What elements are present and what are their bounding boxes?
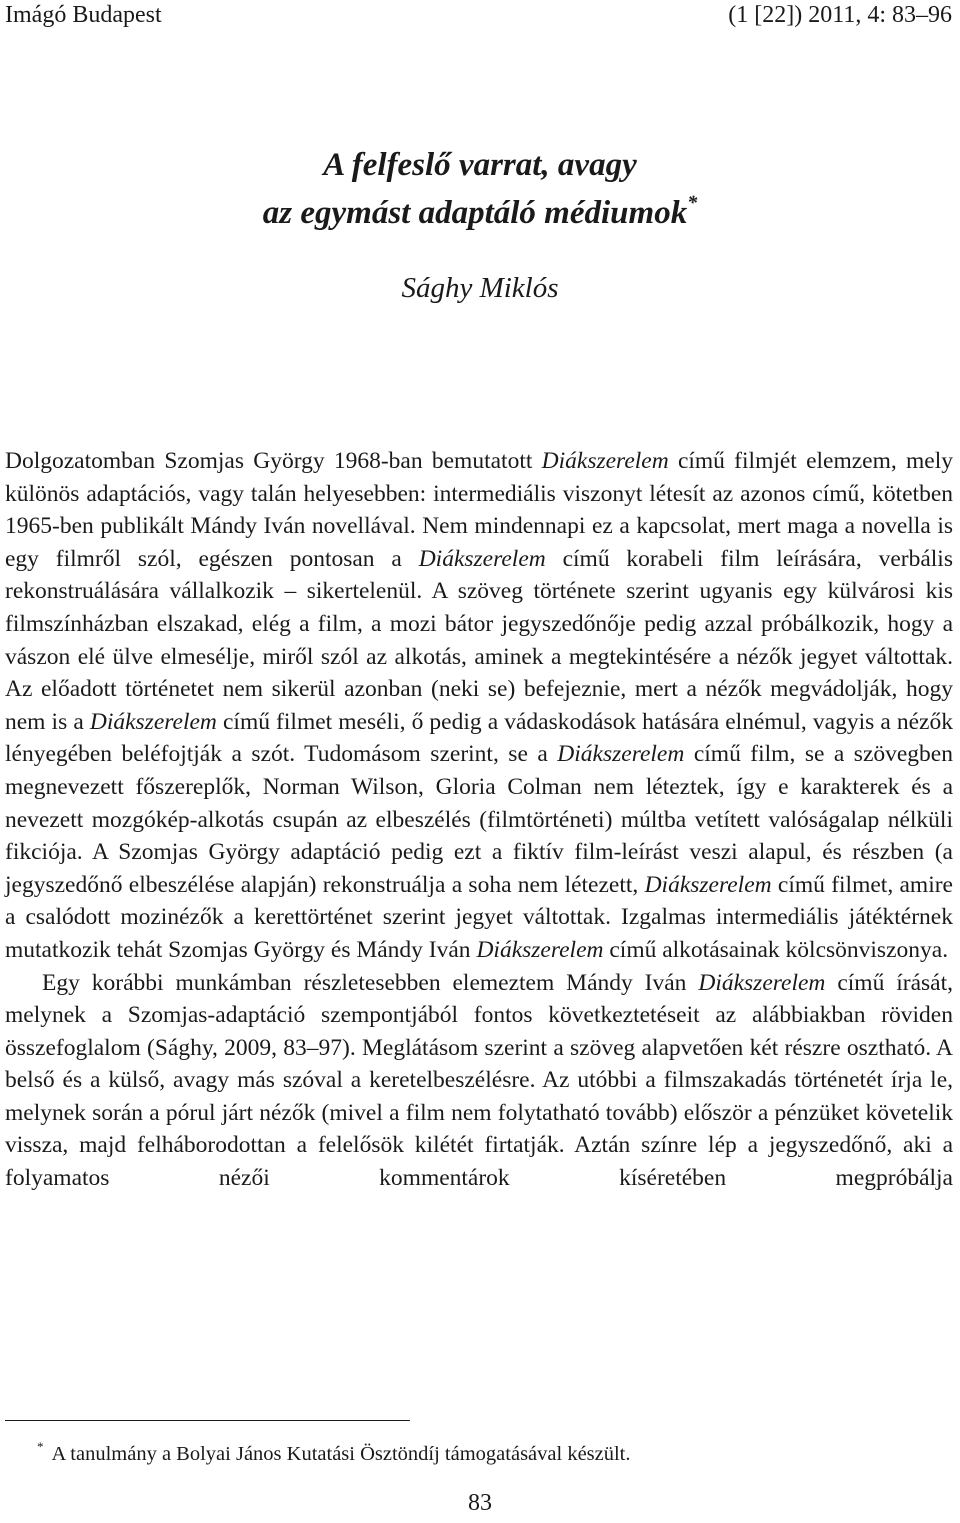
paragraph-1: Dolgozatomban Szomjas György 1968-ban bemutatott Diákszerelem című filmjét elemzem, mely különös adaptációs, vagy talán helyesebben: intermediális viszonyt létesít az azonos című, kötetben 1965-ben publikált Mándy Iván novellával. Nem mindennapi ez a kapcsolat, mert maga a novella is egy filmről szól, egészen pontosan a Diákszerelem című korabeli film leírására, verbális rekonstruálására vállalkozik – sikertelenül. A szöveg története szerint ugyanis egy külvárosi kis filmszínházban elszakad, elég a film, a mozi bátor jegyszedőnője pedig azzal próbálkozik, hogy a vászon elé ülve elmesélje, miről szól az alkotás, aminek a megtekintésére a nézők jegyet váltottak. Az előadott történetet nem sikerül azonban (neki se) befejeznie, mert a nézők megvádolják, hogy nem is a Diákszerelem című filmet meséli, ő pedig a vádaskodások hatására elnémul, vagyis a nézők lényegében beléfojtják a szót. Tudomásom szerint, se a Diákszerelem című film, se a szövegben megnevezett főszereplők, Norman Wilson, Gloria Colman nem léteztek, így e karakterek és a nevezett mozgókép-alkotás csupán az elbeszélés (filmtörténeti) múltba vetített valóságalap nélküli fikciója. A Szomjas György adaptáció pedig ezt a fiktív film-leírást veszi alapul, és részben (a jegyszedőnő elbeszélése alapján) rekonstruálja a soha nem létezett, Diákszerelem című filmet, amire a csalódott mozinézők a kerettörténet szerint jegyet váltottak. Izgalmas intermediális játéktérnek mutatkozik tehát Szomjas György és Mándy Iván Diákszerelem című alkotásainak kölcsönviszonya.	[5, 448, 954, 963]
article-title-line-2: az egymást adaptáló médiumok*	[262, 192, 698, 231]
running-head	[5, 0, 952, 30]
paragraph-2: Egy korábbi munkámban részletesebben elemeztem Mándy Iván Diákszerelem című írását, melynek a Szomjas-adaptáció szempontjából fontos következtetéseit az alábbiakban röviden összefoglalom (Sághy, 2009, 83–97). Meglátásom szerint a szöveg alapvetően két részre osztható. A belső és a külső, avagy más szóval a keretelbeszélésre. Az utóbbi a filmszakadás történetét írja le, melynek során a pórul járt nézők (mivel a film nem folytatható tovább) először a pénzüket követelik vissza, majd felháborodottan a felelősök kilétét firtatják. Aztán színre lép a jegyszedőnő, aki a folyamatos nézői kommentárok kíséretében megpróbálja	[5, 969, 953, 1192]
author-name: Sághy Miklós	[401, 272, 559, 304]
issue-citation: (1 [22]) 2011, 4: 83–96	[728, 2, 952, 28]
footnote-separator	[5, 1420, 410, 1421]
footnote-text: A tanulmány a Bolyai János Kutatási Ösztöndíj támogatásával készült.	[51, 1443, 631, 1465]
article-body	[5, 445, 953, 1195]
footnote-mark: *	[37, 1439, 44, 1454]
page-number: 83	[468, 1490, 492, 1516]
article-title-line-1: A felfeslő varrat, avagy	[323, 147, 637, 183]
journal-name: Imágó Budapest	[5, 2, 162, 28]
title-footnote-mark: *	[687, 192, 698, 214]
footnote	[37, 1439, 631, 1468]
